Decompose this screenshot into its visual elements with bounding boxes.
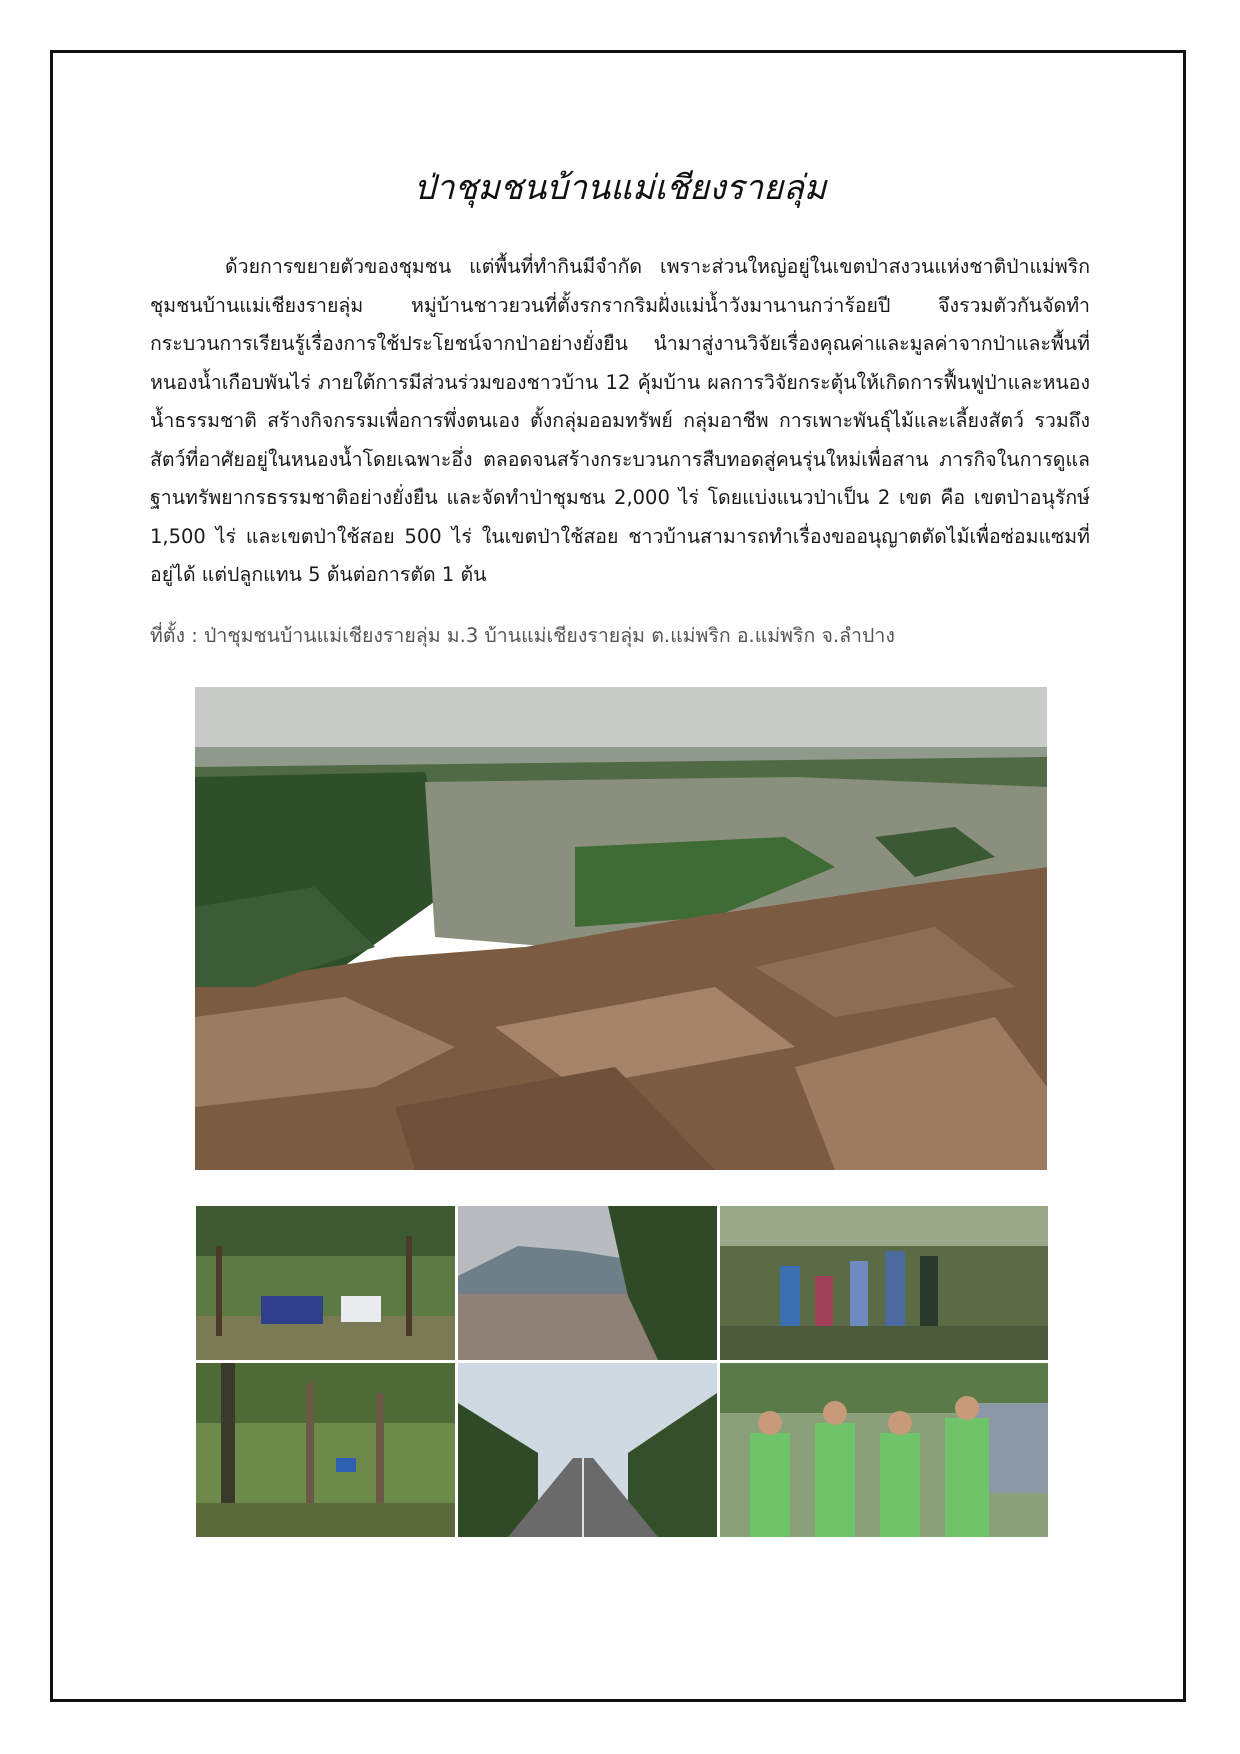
road-photo (458, 1363, 717, 1537)
location-line: ที่ตั้ง : ป่าชุมชนบ้านแม่เชียงรายลุ่ม ม.3 บ้านแม่เชียงรายลุ่ม ต.แม่พริก อ.แม่พริก จ.ลำปาง (150, 624, 895, 647)
body-paragraph: ด้วยการขยายตัวของชุมชน แต่พื้นที่ทำกินมีจำกัด เพราะส่วนใหญ่อยู่ในเขตป่าสงวนแห่งชาติป่าแม่พริก ชุมชนบ้านแม่เชียงรายลุ่ม หมู่บ้านชาวยวนที่ตั้งรกรากริมฝั่งแม่น้ำวังมานานกว่าร้อยปี จึงรวมตัวกันจัดทำกระบวนการเรียนรู้เรื่องการใช้ประโยชน์จากป่าอย่างยั่งยืน นำมาสู่งานวิจัยเรื่องคุณค่าและมูลค่าจากป่าและพื้นที่หนองน้ำเกือบพันไร่ ภายใต้การมีส่วนร่วมของชาวบ้าน 12 คุ้มบ้าน ผลการวิจัยกระตุ้นให้เกิดการฟื้นฟูป่าและหนองน้ำธรรมชาติ สร้างกิจกรรมเพื่อการพึ่งตนเอง ตั้งกลุ่มออมทรัพย์ กลุ่มอาชีพ การเพาะพันธุ์ไม้และเลี้ยงสัตว์ รวมถึงสัตว์ที่อาศัยอยู่ในหนองน้ำโดยเฉพาะอึ่ง ตลอดจนสร้างกระบวนการสืบทอดสู่คนรุ่นใหม่เพื่อสาน ภารกิจในการดูแลฐานทรัพยากรธรรมชาติอย่างยั่งยืน และจัดทำป่าชุมชน 2,000 ไร่ โดยแบ่งแนวป่าเป็น 2 เขต คือ เขตป่าอนุรักษ์ 1,500 ไร่ และเขตป่าใช้สอย 500 ไร่ ในเขตป่าใช้สอย ชาวบ้านสามารถทำเรื่องขออนุญาตตัดไม้เพื่อซ่อมแซมที่อยู่ได้ แต่ปลูกแทน 5 ต้นต่อการตัด 1 ต้น (150, 255, 1090, 586)
river-photo (458, 1206, 717, 1360)
women-group-photo (720, 1363, 1048, 1537)
group-photo-forest (720, 1206, 1048, 1360)
page-title: ป่าชุมชนบ้านแม่เชียงรายลุ่ม (413, 168, 827, 208)
aerial-photo (195, 687, 1047, 1170)
forest-signboard-photo (196, 1206, 455, 1360)
teak-forest-photo (196, 1363, 455, 1537)
